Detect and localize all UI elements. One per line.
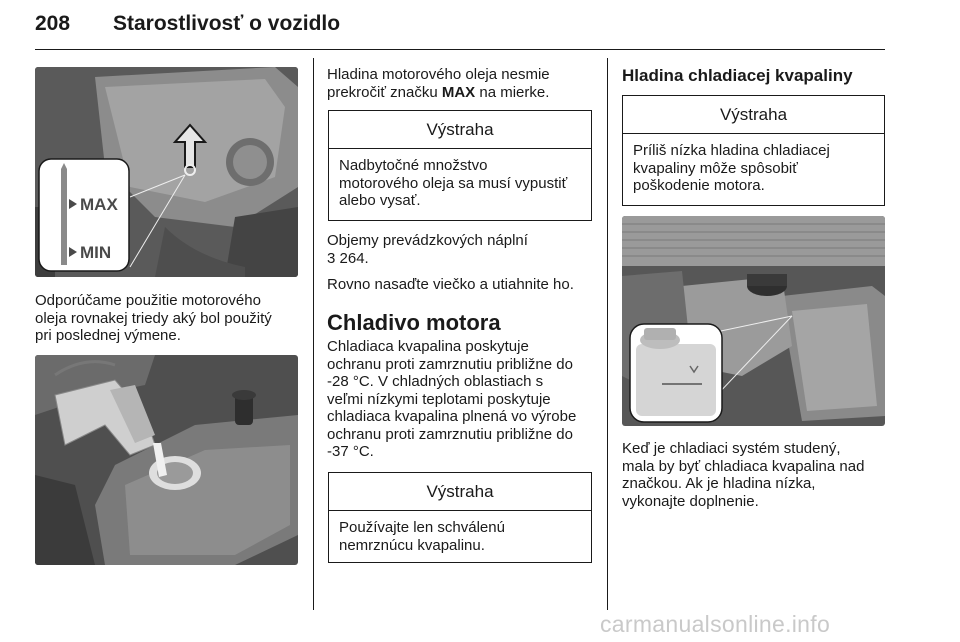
coolant-level-paragraph: Keď je chladiaci systém studený, mala by byť chladiaca kvapalina nad značkou. Ak je hladina nízka, vykonajte doplnenie. [622,440,865,510]
warning-box-low-coolant [622,95,885,206]
oil-dipstick-illustration [35,67,298,277]
warning-text: Používajte len schválenú nemrznúcu kvapalinu. [339,519,505,554]
warning-box-excess-oil [328,110,592,221]
oil-filling-illustration [35,355,298,565]
warning-title: Výstraha [329,473,591,511]
oil-max-note: Hladina motorového oleja nesmie prekročiť značku MAX na mierke. [327,66,550,101]
coolant-paragraph: Chladiaca kvapalina poskytuje ochranu proti zamrznutiu približne do -28 °C. V chladných oblastiach s veľmi nízkymi teplotami poskytuje chladiaca kvapalina plnená vo výrobe ochranu proti zamrznutiu približne do -37 °C. [327,338,577,460]
warning-box-antifreeze [328,472,592,563]
page-number: 208 [35,12,71,35]
column-divider [607,58,608,610]
page-header [35,8,885,50]
warning-text: Nadbytočné množstvo motorového oleja sa musí vypustiť alebo vysať. [339,157,568,209]
warning-title: Výstraha [329,111,591,149]
column-divider [313,58,314,610]
oil-recommendation-paragraph: Odporúčame použitie motorového oleja rovnakej triedy aký bol použitý pri poslednej výmene. [35,292,272,344]
capacities-reference: Objemy prevádzkových náplní 3 264. [327,232,597,267]
page-reference-link[interactable]: 3 264. [327,249,369,267]
heading-engine-coolant: Chladivo motora [327,310,501,335]
warning-title: Výstraha [623,96,884,134]
refit-cap-instruction: Rovno nasaďte viečko a utiahnite ho. [327,276,574,293]
heading-coolant-level: Hladina chladiacej kvapaliny [622,66,853,85]
watermark: carmanualsonline.info [600,611,831,637]
section-title: Starostlivosť o vozidlo [113,12,341,35]
warning-text: Príliš nízka hladina chladiacej kvapaliny môže spôsobiť poškodenie motora. [633,142,830,194]
dipstick-max-label: MAX [80,195,118,214]
coolant-reservoir-illustration [622,216,885,426]
dipstick-min-label: MIN [80,243,112,262]
